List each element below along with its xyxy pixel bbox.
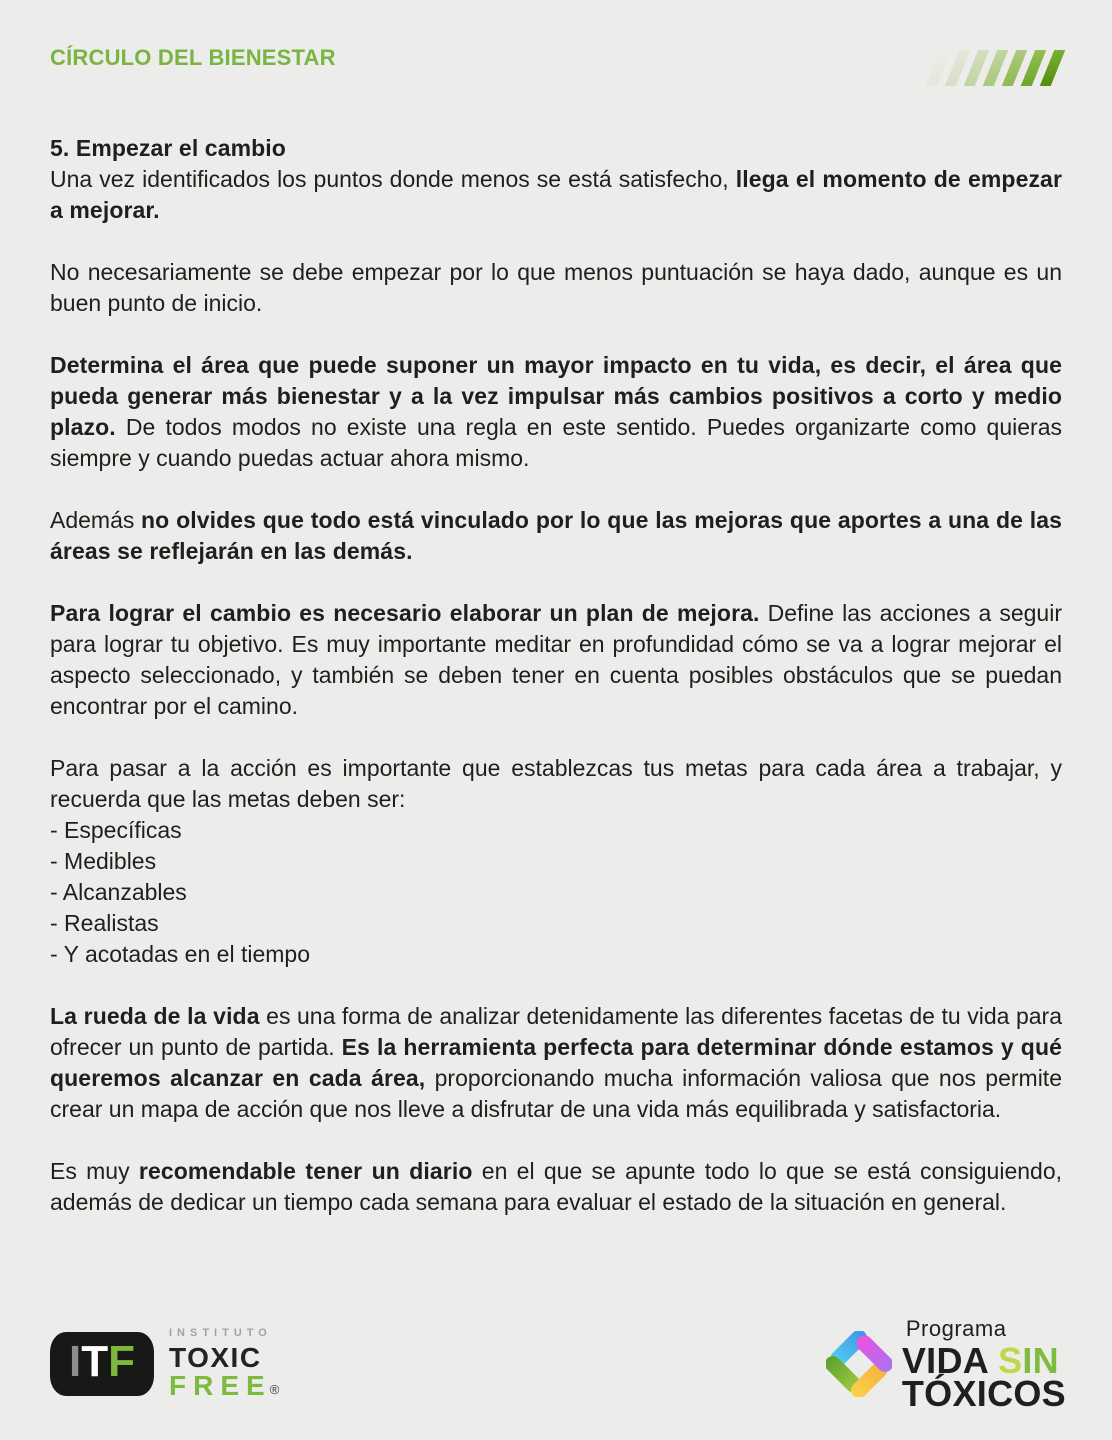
paragraph-diary — [50, 1156, 1062, 1218]
itf-instituto-label: INSTITUTO — [169, 1327, 272, 1339]
itf-letter-f: F — [108, 1337, 135, 1386]
text-run-bold: recomendable tener un diario — [138, 1158, 473, 1184]
text-run-bold: Para lograr el cambio es necesario elaborar un plan de mejora. — [50, 600, 760, 626]
paragraph-wheel-of-life — [50, 1001, 1062, 1125]
paragraph-determine-area — [50, 350, 1062, 474]
itf-letter-i: I — [68, 1337, 82, 1386]
text-run: VIDA — [901, 1340, 999, 1381]
text-run-bold: La rueda de la vida — [50, 1003, 260, 1029]
vida-wordmark — [901, 1316, 1066, 1414]
paragraph-goals-lead-in — [50, 753, 1062, 815]
itf-logo — [50, 1327, 279, 1400]
text-run: Una vez identificados los puntos donde menos se está satisfecho, — [50, 166, 736, 192]
itf-letter-t: T — [81, 1337, 109, 1386]
vida-sin-toxicos-logo — [826, 1316, 1066, 1414]
text-run: No necesariamente se debe empezar por lo que menos puntuación se haya dado, aunque es un buen punto de inicio. — [50, 259, 1062, 316]
page-header — [0, 0, 1112, 86]
diagonal-stripes-icon — [933, 50, 1058, 86]
paragraph-starting-point — [50, 257, 1062, 319]
article-body — [0, 86, 1112, 1249]
goals-list — [50, 815, 1062, 970]
list-item: - Alcanzables — [50, 879, 187, 905]
page-footer — [0, 1317, 1112, 1440]
text-run: Es muy — [50, 1158, 139, 1184]
text-run-bold: llega el momento de empezar a mejorar. — [50, 166, 1063, 223]
list-item: - Y acotadas en el tiempo — [50, 941, 310, 967]
itf-toxic-label: TOXIC — [169, 1342, 262, 1373]
text-run: Para pasar a la acción es importante que establezcas tus metas para cada área a trabajar, y recuerda que las metas deben ser: — [50, 755, 1062, 812]
text-run: en el que se apunte todo lo que se está consiguiendo, además de dedicar un tiempo cada semana para evaluar el estado de la situación en general. — [50, 1158, 1062, 1215]
paragraph-improvement-plan — [50, 598, 1062, 722]
programa-label: Programa — [905, 1316, 1007, 1341]
section-heading: 5. Empezar el cambio — [50, 135, 286, 161]
text-run: FREE — [169, 1370, 272, 1401]
loop-diamond-icon — [826, 1331, 892, 1397]
toxicos-label: TÓXICOS — [901, 1373, 1066, 1414]
sin-letter-s: S — [998, 1340, 1023, 1381]
text-run: Define las acciones a seguir para lograr tu objetivo. Es muy importante meditar en profundidad cómo se va a lograr mejorar el aspecto seleccionado, y también se deben tener en cuenta posibles obstáculos que se puedan encontrar por el camino. — [50, 600, 1062, 719]
paragraph-intro — [50, 164, 1062, 226]
itf-wordmark — [169, 1327, 279, 1400]
brand-title: CÍRCULO DEL BIENESTAR — [50, 45, 336, 70]
text-run: Además — [50, 507, 142, 533]
sin-letters-in: IN — [1022, 1340, 1059, 1381]
list-item: - Medibles — [50, 848, 157, 874]
text-run: es una forma de analizar detenidamente las diferentes facetas de tu vida para ofrecer un punto de partida. — [50, 1003, 1063, 1060]
text-run: De todos modos no existe una regla en este sentido. Puedes organizarte como quieras siempre y cuando puedas actuar ahora mismo. — [50, 414, 1062, 471]
itf-monogram-icon — [50, 1332, 154, 1396]
text-run-bold: Determina el área que puede suponer un mayor impacto en tu vida, es decir, el área que pueda generar más bienestar y a la vez impulsar más cambios positivos a corto y medio plazo. — [50, 352, 1062, 440]
list-item: - Específicas — [50, 817, 182, 843]
text-run: proporcionando mucha información valiosa que nos permite crear un mapa de acción que nos lleve a disfrutar de una vida más equilibrada y satisfactoria. — [50, 1065, 1062, 1122]
text-run-bold: Es la herramienta perfecta para determinar dónde estamos y qué queremos alcanzar en cada área, — [50, 1034, 1062, 1091]
registered-mark-icon: ® — [269, 1382, 280, 1397]
paragraph-linked-areas — [50, 505, 1062, 567]
text-run-bold: no olvides que todo está vinculado por lo que las mejoras que aportes a una de las áreas se reflejarán en las demás. — [50, 507, 1063, 564]
list-item: - Realistas — [50, 910, 159, 936]
itf-free-label — [169, 1372, 279, 1400]
